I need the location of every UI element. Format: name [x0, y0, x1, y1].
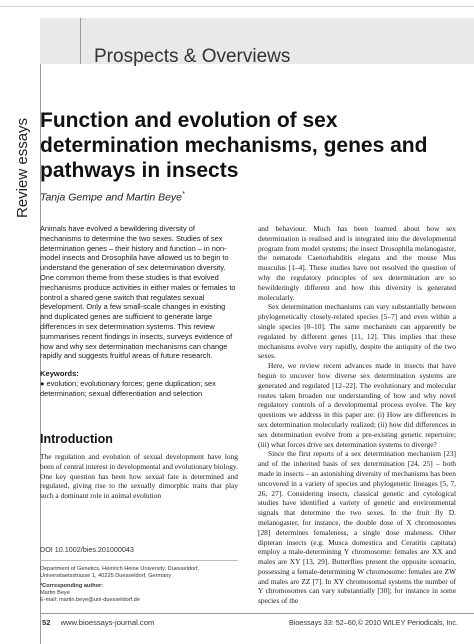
keywords-heading: Keywords: — [40, 369, 79, 379]
author-names: Tanja Gempe and Martin Beye — [40, 191, 183, 204]
introduction-text: The regulation and evolution of sexual development have long been of central interest in developmental and evolutionary biology. One key question has been how sexual fate is determined and regulated, giving rise to the sexually dimorphic traits that play such a dominant role in animal evolution — [40, 452, 238, 501]
corresponding-label: *Corresponding author: — [40, 583, 104, 589]
article-title: Function and evolution of sex determination mechanisms, genes and pathways in insects — [40, 109, 428, 182]
doi: DOI 10.1002/bies.201000043 — [40, 545, 134, 554]
top-rule — [0, 0, 474, 18]
corresponding-email: E-mail: martin.beye@uni-duesseldorf.de — [40, 597, 140, 603]
corresponding-block — [40, 583, 238, 604]
section-title: Prospects & Overviews — [94, 46, 291, 67]
corresponding-name: Martin Beye — [40, 590, 70, 596]
corresponding-mark: * — [182, 191, 185, 198]
affiliation — [40, 566, 238, 607]
authors — [40, 191, 185, 204]
right-column — [258, 224, 456, 606]
page-number: 52 — [42, 618, 51, 627]
side-label — [14, 78, 32, 218]
abstract — [40, 224, 238, 399]
keywords-text: evolution; evolutionary forces; gene duplication; sex determination; sexual differentiation and selection — [40, 378, 216, 398]
right-paragraph: Sex determination mechanisms can vary substantially between phylogenetically closely-related species [5–7] and even within a single species [8–10]. The same mechanism can apparently be regulated by different genes [11, 12]. This implies that these mechanisms evolve very rapidly, despite the antiquity of the two sexes. — [258, 302, 456, 361]
journal-site: www.bioessays-journal.com — [60, 618, 155, 627]
banner-divider — [80, 18, 81, 64]
introduction-heading: Introduction — [40, 432, 113, 446]
affiliation-divider — [40, 560, 238, 561]
right-paragraph: and behaviour. Much has been learned about how sex determination is realised and is integrated into the developmental program from model systems; the insect Drosophila melanogaster, the nematode Caenorhabditis elegans and the mouse Mus musculus [1–4]. These studies have not resolved the question of why the regulatory principles of sex determination are so bewilderingly different and how this diversity is generated molecularly. — [258, 224, 456, 302]
right-paragraph: Here, we review recent advances made in insects that have begun to uncover how diverse sex determination systems are generated and regulated [12–22]. The evolutionary and molecular routes taken broaden our understanding of how and why novel regulatory controls of a developmental process evolve. The key questions we address in this paper are: (i) How are differences in sex determination molecularly realized; (ii) how did differences in sex determination evolve from a pre-existing genetic repertoire; (iii) what forces drive sex determination systems to diverge? — [258, 361, 456, 449]
keywords: ● evolution; evolutionary forces; gene duplication; sex determination; sexual differentiation and selection — [40, 378, 216, 398]
right-paragraph: Since the first reports of a sex determination mechanism [23] and of the inherited basis of sex determination [24, 25] – both made in insects – an astonishing diversity of mechanisms has been uncovered in a variety of species and phylogenetic lineages [5, 7, 26, 27]. Considering insects, classical genetic and cytological studies have identified a variety of genetic and environmental signals that determine the two sexes. In the fruit fly D. melanogaster, for instance, the double dose of X chromosomes [28] determines femaleness, a single dose maleness. Other dipteran insects (e.g. Musca domestica and Ceratitis capitata) employ a male-determining Y chromosome: females are XX and males are XY [13, 29]. Butterflies present the opposite scenario, possessing a female-determining W chromosome: females are ZW and males are ZZ [7]. In XY chromosomal systems the number of Y chromosomes can vary substantially [30]; for instance in some species of the — [258, 449, 456, 606]
footer-left — [42, 618, 154, 627]
footer-rule — [40, 613, 474, 614]
affiliation-dept: Department of Genetics, Heinrich Heine University, Duesseldorf, Universitaetsstrasse 1, 40225 Duesseldorf, Germany — [40, 566, 200, 579]
footer-citation: Bioessays 33: 52–60,© 2010 WILEY Periodicals, Inc. — [289, 618, 458, 627]
side-label-text: Review essays — [14, 117, 31, 218]
abstract-text: Animals have evolved a bewildering diversity of mechanisms to determine the two sexes. Studies of sex determination genes – their history and function – in non-model insects and Drosophila have allowed us to begin to understand the generation of sex determination diversity. One common theme from these studies is that evolved mechanisms produce activities in either males or females to control a shared gene switch that regulates sexual development. Only a few small-scale changes in existing and duplicated genes are sufficient to generate large differences in sex determination systems. This review summarises recent findings in insects, surveys evidence of how and why sex determination mechanisms can change rapidly and suggests fruitful areas of future research. — [40, 224, 236, 361]
section-banner — [40, 18, 474, 67]
